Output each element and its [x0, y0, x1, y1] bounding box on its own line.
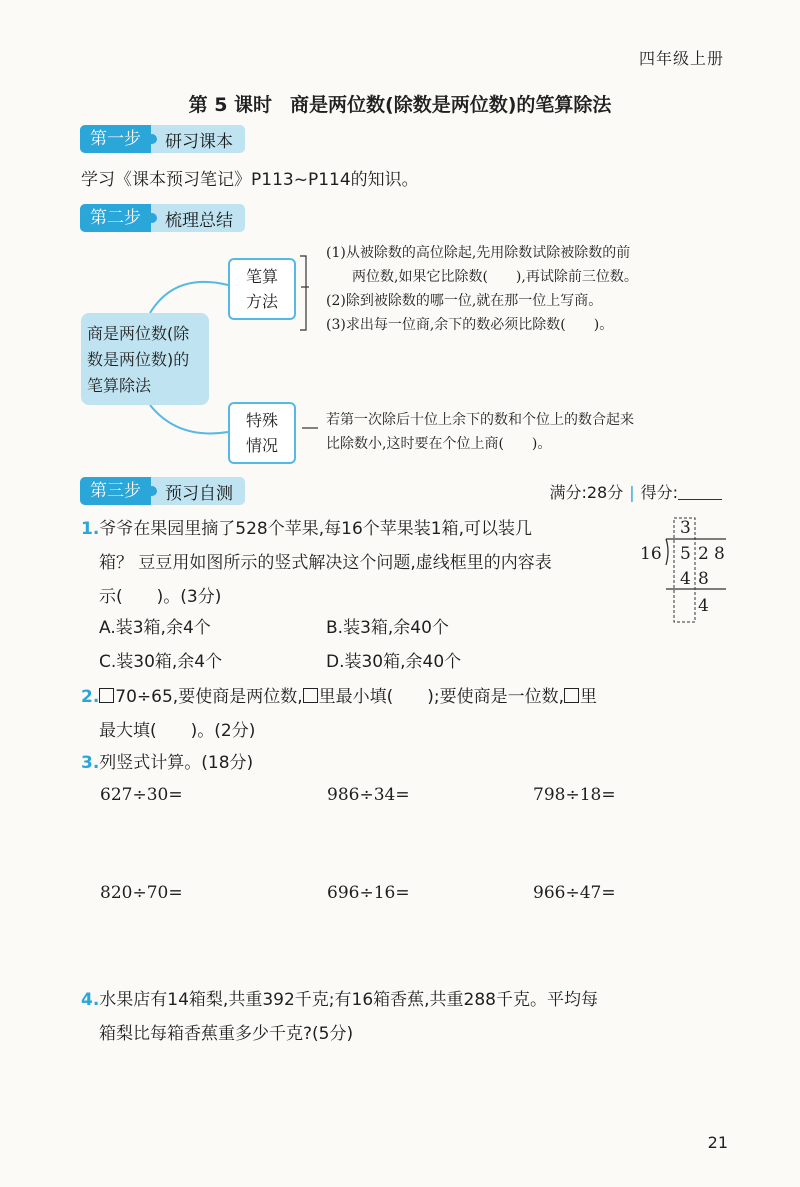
- long-division-figure: [640, 515, 730, 625]
- question-1: [81, 512, 651, 614]
- question-number: 2.: [81, 687, 100, 707]
- score-label: 得分:: [640, 483, 678, 502]
- main-topic-line: 数是两位数)的: [87, 350, 190, 369]
- special-label: 特殊: [245, 411, 278, 430]
- step1-num: 第一步: [80, 125, 151, 153]
- option-a[interactable]: A.装3箱,余4个: [99, 618, 211, 638]
- expression: 966÷47=: [533, 883, 616, 903]
- question-text: 最大填( )。(2分): [99, 721, 256, 741]
- divider: |: [629, 483, 635, 502]
- grade-label: 四年级上册: [638, 49, 724, 68]
- question-2: [81, 680, 741, 748]
- method-note: (3)求出每一位商,余下的数必须比除数( )。: [326, 317, 614, 333]
- main-topic-line: 笔算除法: [87, 376, 152, 395]
- question-text: 示( )。(3分): [99, 587, 222, 607]
- special-note: 若第一次除后十位上余下的数和个位上的数合起来: [326, 412, 634, 428]
- expression: 986÷34=: [327, 785, 410, 805]
- question-text: 里最小填( );要使商是一位数,: [318, 687, 565, 707]
- expression: 696÷16=: [327, 883, 410, 903]
- question-text: 列竖式计算。(18分): [99, 753, 254, 773]
- special-box: [228, 402, 296, 464]
- question-4: [81, 983, 761, 1051]
- main-topic-line: 商是两位数(除: [87, 324, 190, 343]
- lesson-number: 第 5 课时: [188, 94, 273, 116]
- question-text: 爷爷在果园里摘了528个苹果,每16个苹果装1箱,可以装几: [99, 519, 532, 539]
- score-area: [549, 480, 722, 503]
- page-number: 21: [707, 1133, 728, 1152]
- product-digit: 8: [698, 569, 709, 589]
- quotient: 3: [680, 518, 691, 538]
- method-notes: [326, 241, 736, 337]
- method-label: 方法: [245, 292, 278, 311]
- blank-square-icon: [303, 688, 318, 703]
- question-3: [81, 746, 253, 780]
- step3-num: 第三步: [80, 477, 151, 505]
- expression: 627÷30=: [100, 785, 183, 805]
- method-note: (2)除到被除数的哪一位,就在那一位上写商。: [326, 293, 603, 309]
- method-note: (1)从被除数的高位除起,先用除数试除被除数的前: [326, 245, 631, 261]
- blank-square-icon: [99, 688, 114, 703]
- step2-name: 梳理总结: [165, 210, 233, 231]
- question-number: 4.: [81, 990, 100, 1010]
- option-c[interactable]: C.装30箱,余4个: [99, 652, 223, 672]
- question-number: 3.: [81, 753, 100, 773]
- mindmap-main-topic: [81, 313, 209, 405]
- special-note: 比除数小,这时要在个位上商( )。: [326, 436, 552, 452]
- full-marks: 满分:28分: [549, 483, 624, 502]
- dividend-digit: 5: [680, 544, 691, 564]
- lesson-name: 商是两位数(除数是两位数)的笔算除法: [290, 94, 612, 116]
- step1-text: 学习《课本预习笔记》P113~P114的知识。: [81, 170, 419, 190]
- dividend-digit: 2: [698, 544, 709, 564]
- expression: 820÷70=: [100, 883, 183, 903]
- question-text: 70÷65,要使商是两位数,: [115, 687, 303, 707]
- score-blank[interactable]: [678, 485, 722, 500]
- expression: 798÷18=: [533, 785, 616, 805]
- question-text: 水果店有14箱梨,共重392千克;有16箱香蕉,共重288千克。平均每: [99, 990, 598, 1010]
- method-box: [228, 258, 296, 320]
- question-text: 箱梨比每箱香蕉重多少千克?(5分): [99, 1024, 354, 1044]
- special-label: 情况: [245, 436, 278, 455]
- blank-square-icon: [564, 688, 579, 703]
- step2-num: 第二步: [80, 204, 151, 232]
- dividend-digit: 8: [714, 544, 725, 564]
- step3-tag: [80, 477, 245, 505]
- step1-name: 研习课本: [165, 131, 233, 152]
- method-label: 笔算: [245, 267, 278, 286]
- remainder: 4: [698, 596, 709, 616]
- special-notes: [326, 408, 736, 456]
- option-d[interactable]: D.装30箱,余40个: [326, 652, 462, 672]
- divisor: 16: [640, 544, 662, 564]
- question-text: 箱？ 豆豆用如图所示的竖式解决这个问题,虚线框里的内容表: [99, 553, 552, 573]
- option-b[interactable]: B.装3箱,余40个: [326, 618, 449, 638]
- product-digit: 4: [680, 569, 691, 589]
- method-note: 两位数,如果它比除数( ),再试除前三位数。: [352, 269, 638, 285]
- question-text: 里: [580, 687, 598, 707]
- step3-name: 预习自测: [165, 483, 233, 504]
- question-number: 1.: [81, 519, 100, 539]
